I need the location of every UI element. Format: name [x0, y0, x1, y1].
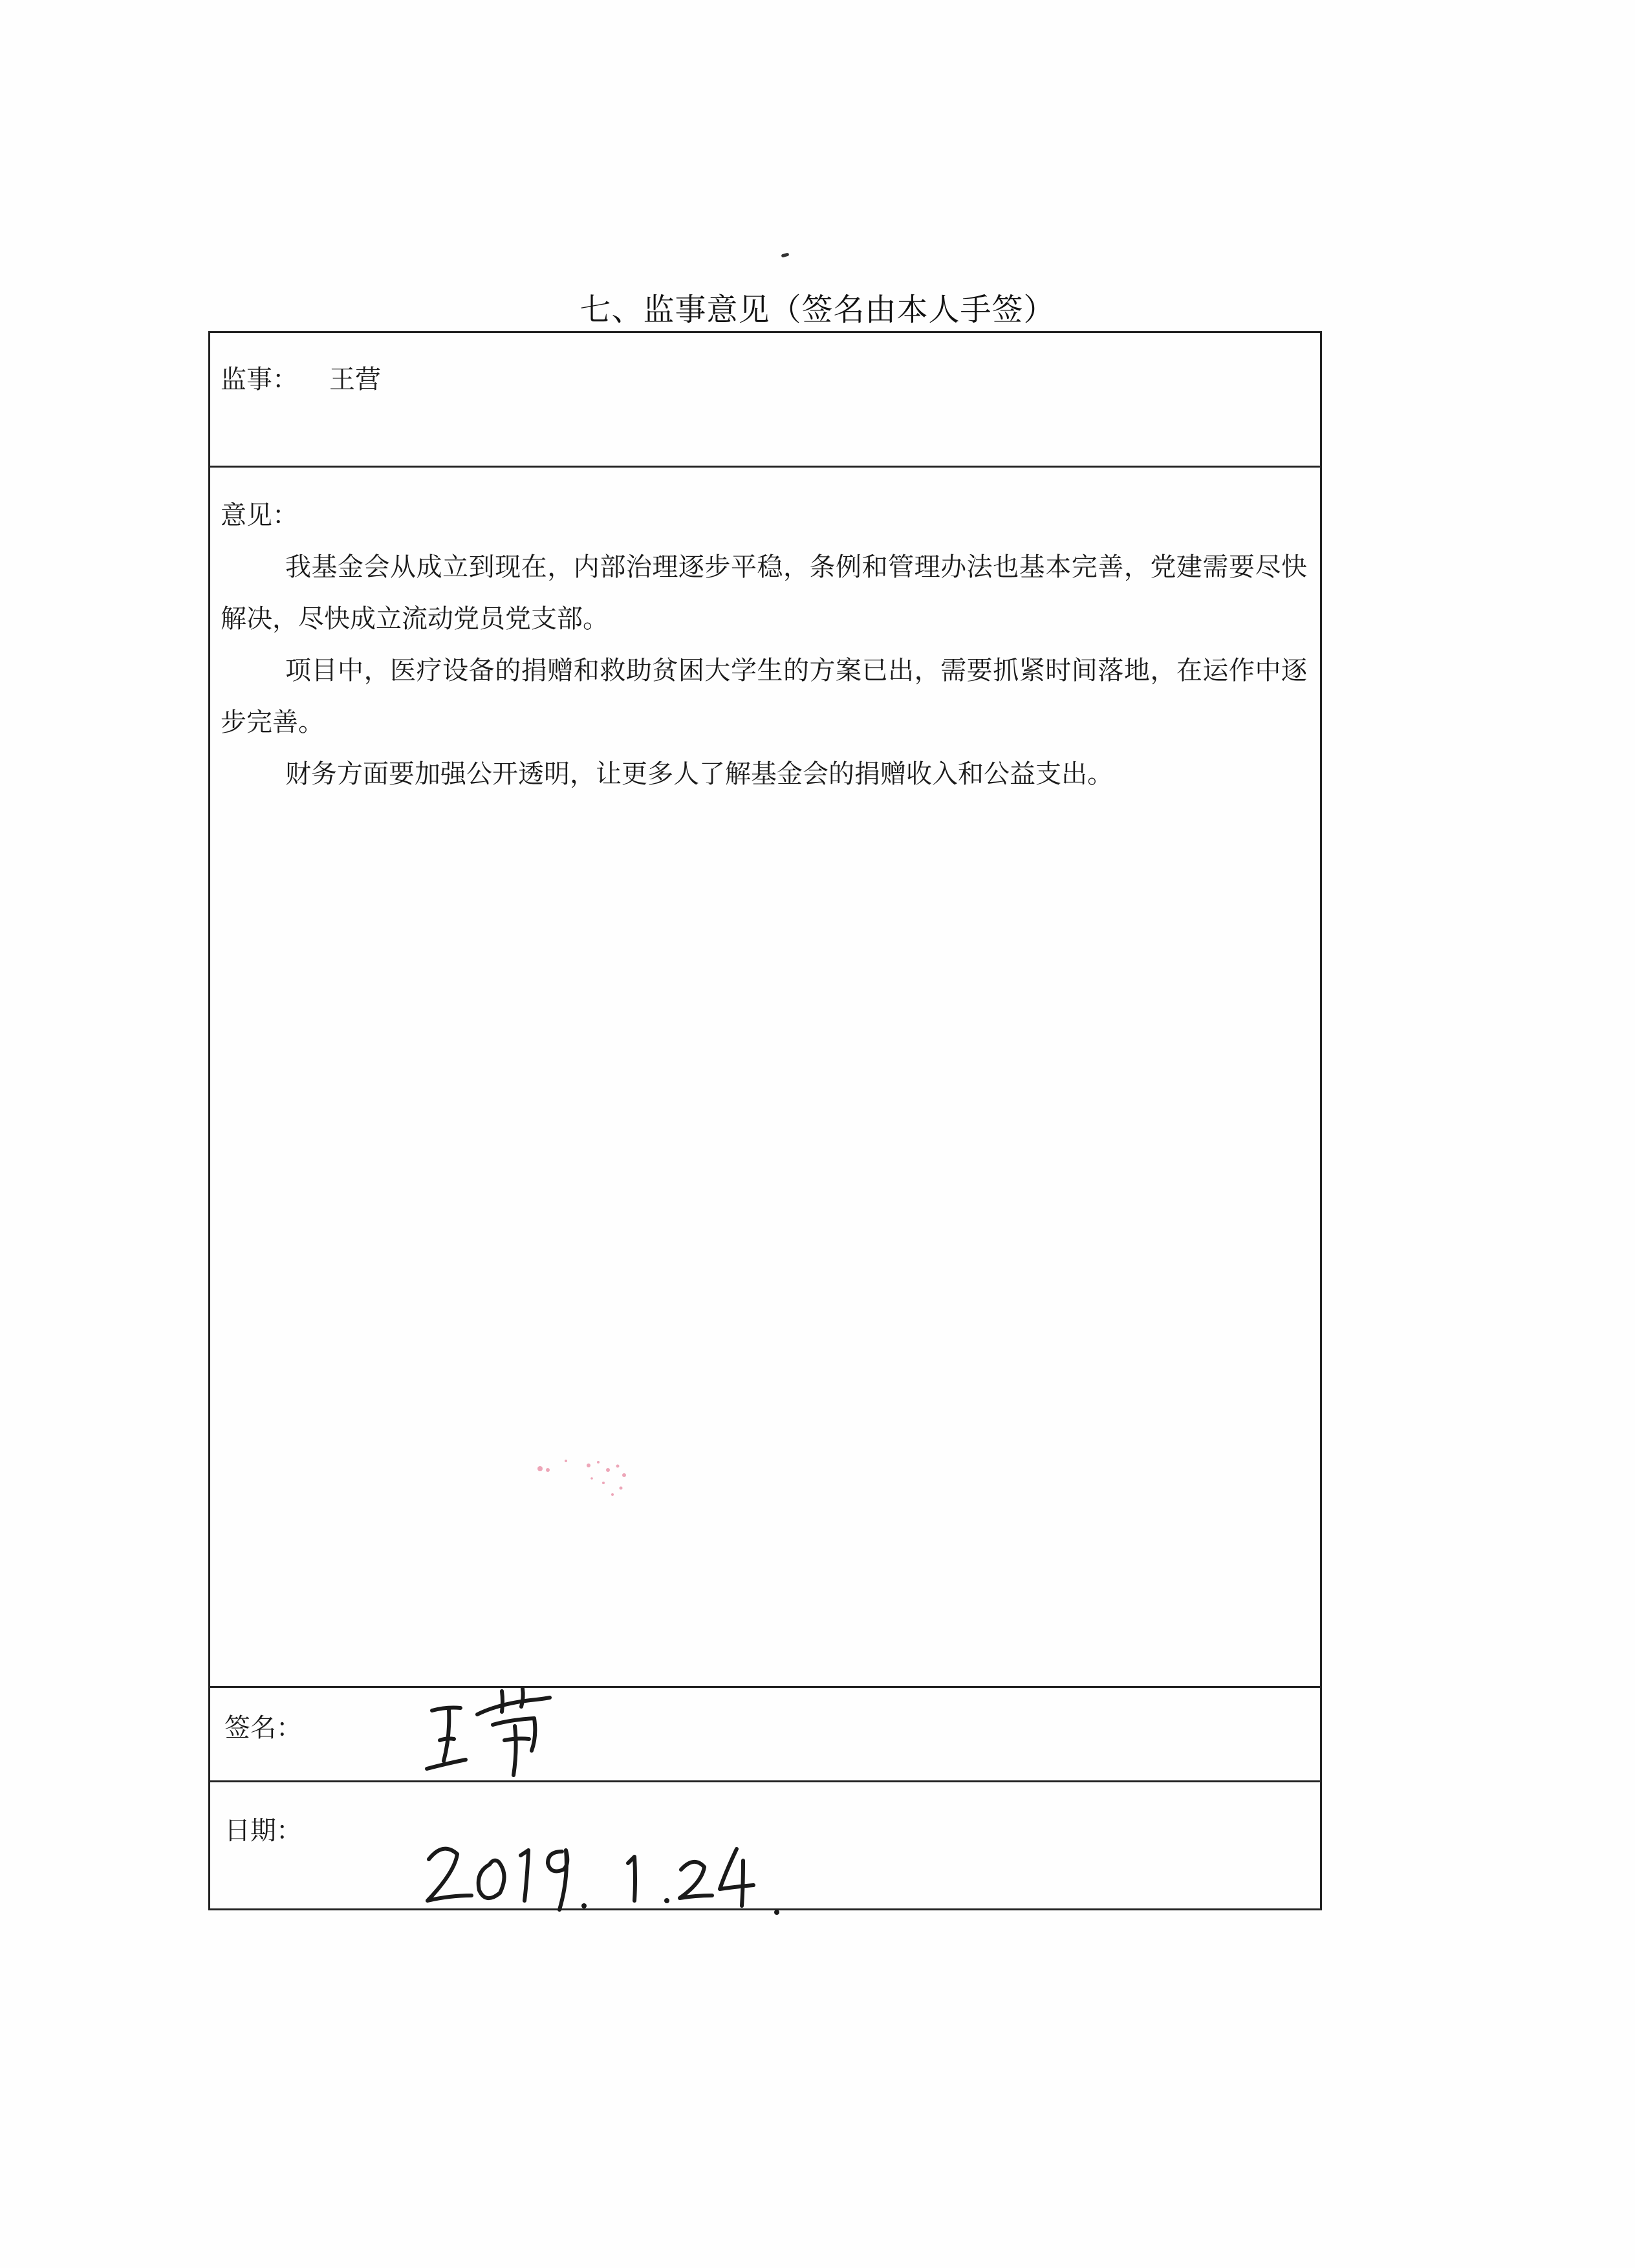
opinion-paragraph: 财务方面要加强公开透明，让更多人了解基金会的捐赠收入和公益支出。	[285, 759, 1113, 789]
handwritten-date	[424, 1833, 812, 1917]
opinion-form	[208, 331, 1322, 1910]
opinion-paragraph: 我基金会从成立到现在，内部治理逐步平稳，条例和管理办法也基本完善，党建需要尽快解决，尽快成立流动党员党支部。	[221, 552, 1307, 634]
supervisor-name: 王营	[329, 365, 381, 394]
scan-speck	[781, 253, 790, 258]
row-divider	[210, 1686, 1320, 1688]
handwritten-signature	[420, 1678, 563, 1782]
stamp-residue	[527, 1430, 656, 1507]
date-label: 日期：	[224, 1816, 302, 1846]
page-title: 七、监事意见（签名由本人手签）	[579, 292, 1056, 328]
opinion-label: 意见：	[221, 501, 298, 530]
row-divider	[210, 1780, 1320, 1782]
supervisor-row	[221, 359, 381, 396]
opinion-body	[221, 541, 1307, 800]
row-divider	[210, 466, 1320, 468]
signature-label: 签名：	[224, 1713, 302, 1743]
opinion-paragraph: 项目中，医疗设备的捐赠和救助贫困大学生的方案已出，需要抓紧时间落地，在运作中逐步完善。	[221, 656, 1307, 737]
supervisor-label: 监事：	[221, 365, 298, 394]
